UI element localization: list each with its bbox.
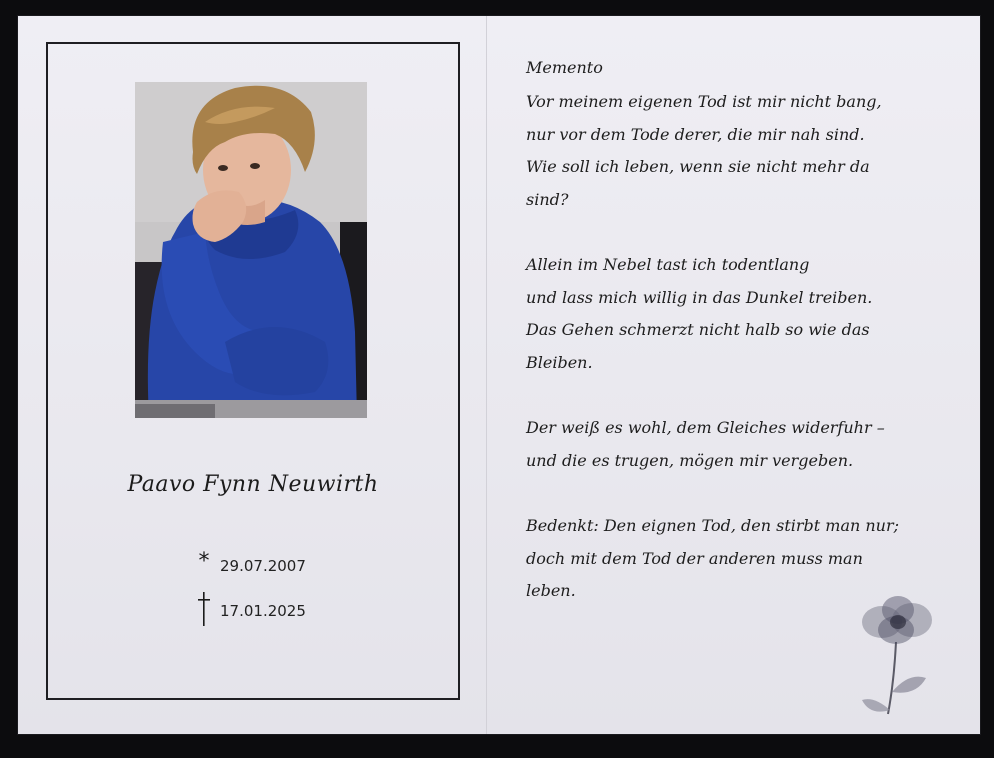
poem-line: doch mit dem Tod der anderen muss man	[526, 548, 863, 568]
poem-stanza	[526, 412, 906, 477]
poem-panel	[526, 54, 906, 608]
poem-line: Der weiß es wohl, dem Gleiches widerfuhr –	[526, 418, 885, 437]
memorial-card	[18, 16, 980, 734]
poem-line: Bleiben.	[526, 352, 593, 372]
flower-icon	[854, 592, 944, 726]
poem-line: Vor meinem eigenen Tod ist mir nicht bang,	[526, 92, 882, 111]
death-cross-icon	[196, 592, 212, 630]
poem-line: Wie soll ich leben, wenn sie nicht mehr da	[526, 157, 870, 176]
birth-star-icon: *	[198, 549, 210, 574]
poem-line: und lass mich willig in das Dunkel treiben.	[526, 287, 873, 307]
poem-stanza	[526, 86, 906, 216]
deceased-name: Paavo Fynn Neuwirth	[127, 472, 379, 497]
poem-line: und die es trugen, mögen mir vergeben.	[526, 450, 854, 470]
portrait-illustration	[135, 82, 367, 418]
poem-line: Allein im Nebel tast ich todentlang	[526, 255, 810, 274]
poem-stanza	[526, 249, 906, 379]
birth-date-row	[196, 551, 306, 581]
poem-line: sind?	[526, 189, 569, 209]
poem-stanza	[526, 510, 906, 608]
death-date: 17.01.2025	[220, 602, 306, 620]
poem-line: leben.	[526, 581, 576, 600]
poem-line: nur vor dem Tode derer, die mir nah sind.	[526, 124, 865, 144]
poem-line: Das Gehen schmerzt nicht halb so wie das	[526, 320, 870, 339]
birth-date: 29.07.2007	[220, 557, 306, 575]
portrait-photo	[135, 82, 367, 418]
poem-line: Bedenkt: Den eignen Tod, den stirbt man nur;	[526, 516, 900, 535]
card-fold	[486, 16, 487, 734]
poem-title: Memento	[526, 58, 603, 77]
death-date-row	[196, 596, 306, 626]
